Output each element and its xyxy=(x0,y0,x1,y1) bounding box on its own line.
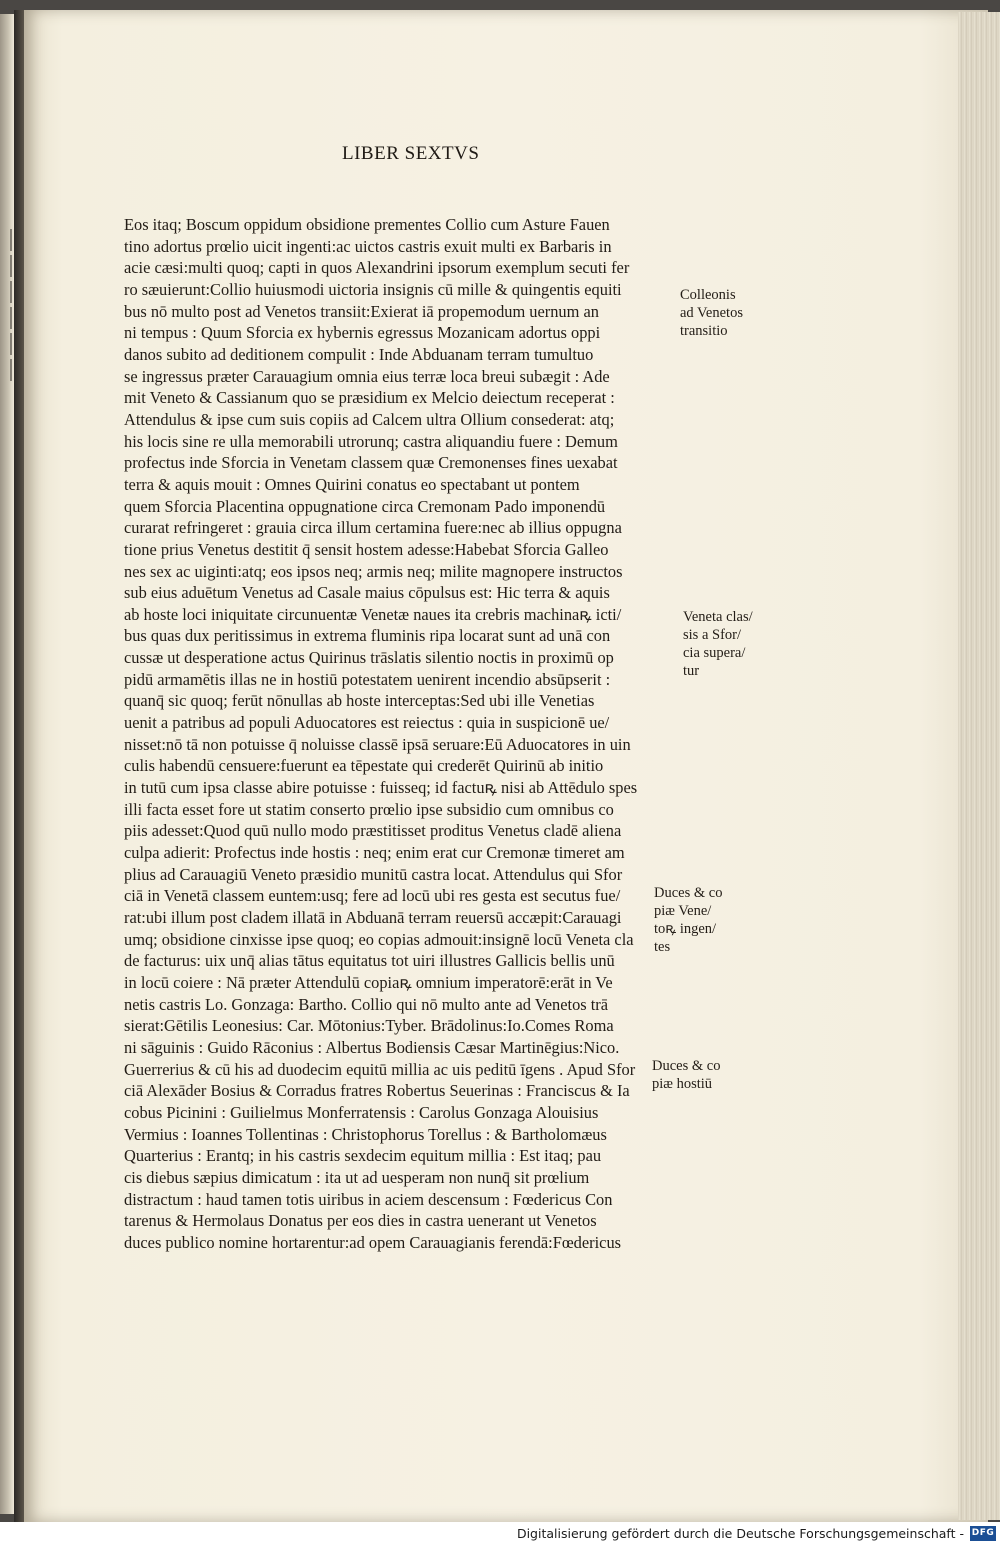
text-line: cobus Picinini : Guilielmus Monferratensis : Carolus Gonzaga Alouisius xyxy=(124,1102,599,1122)
text-line: tione prius Venetus destitit q̄ sensit hostem adesse:Habebat Sforcia Galleo xyxy=(124,539,609,559)
text-line: curarat refringeret : grauia circa illum certamina fuere:nec ab illius oppugna xyxy=(124,518,622,538)
marginal-note-line: piæ hostiū xyxy=(652,1076,713,1092)
text-line: Attendulus & ipse cum suis copiis ad Calcem ultra Ollium consederat: atq; xyxy=(124,409,615,429)
marginal-note-line: Duces & co xyxy=(652,1058,721,1074)
marginal-note-line: toꝶ ingen/ xyxy=(654,921,717,937)
text-line: culpa adierit: Profectus inde hostis : neq; enim erat cur Cremonæ timeret am xyxy=(124,843,625,863)
marginal-note-line: tes xyxy=(654,939,671,955)
text-line: Eos itaq; Boscum oppidum obsidione prementes Collio cum Asture Fauen xyxy=(124,215,610,234)
marginal-note-line: tur xyxy=(683,663,700,679)
text-line: culis habendū censuere:fuerunt ea tēpestate qui crederēt Quirinū ab initio xyxy=(124,756,604,776)
marginal-note-line: ad Venetos xyxy=(680,305,743,321)
text-line: nisset:nō tā non potuisse q̄ noluisse classē ipsā seruare:Eū Aduocatores in uin xyxy=(124,734,631,754)
text-line: umq; obsidione cinxisse ipse quoq; eo copias admouit:insignē locū Veneta cla xyxy=(124,929,634,949)
marginal-note-line: Veneta clas/ xyxy=(683,609,753,625)
text-line: in locū coiere : Nā præter Attendulū copiaꝶ omnium imperatorē:erāt in Ve xyxy=(124,972,613,992)
footer-bar xyxy=(0,1522,1000,1546)
text-line: ni sāguinis : Guido Rāconius : Albertus Bodiensis Cæsar Martinēgius:Nico. xyxy=(124,1037,620,1057)
text-line: rat:ubi illum post cladem illatā in Abduanā terram reuersū accæpit:Carauagi xyxy=(124,908,622,927)
text-line: illi facta esset fore ut statim conserto prœlio ipse subsidio cum omnibus co xyxy=(124,799,614,819)
text-line: terra & aquis mouit : Omnes Quirini conatus eo spectabant ut pontem xyxy=(124,474,580,494)
text-line: bus quas dux peritissimus in extrema fluminis ripa locarat sunt ad unā con xyxy=(124,626,611,646)
marginal-note-line: Duces & co xyxy=(654,885,723,901)
marginal-note-duces-venetorum xyxy=(654,884,722,956)
text-line: ro sæuierunt:Collio huiusmodi uictoria insignis cū mille & quingentis equiti xyxy=(124,279,622,299)
text-line: Guerrerius & cū his ad duodecim equitū millia ac uis peditū īgens . Apud Sfor xyxy=(124,1059,636,1079)
page-edges xyxy=(958,12,1000,1520)
running-head: LIBER SEXTVS xyxy=(342,143,480,164)
text-line: ab hoste loci iniquitate circunuentæ Venetæ naues ita crebris machinaꝶ icti/ xyxy=(124,604,622,624)
text-line: ciā in Venetā classem euntem:usq; fere ad locū ubi res gesta est secutus fue/ xyxy=(124,886,621,906)
text-line: ni tempus : Quum Sforcia ex hybernis egressus Mozanicam adortus oppi xyxy=(124,323,601,343)
text-line: duces publico nomine hortarentur:ad opem Carauagianis ferendā:Fœdericus xyxy=(124,1232,622,1252)
marginal-note-duces-hostium xyxy=(652,1057,720,1093)
text-line: Vermius : Ioannes Tollentinas : Christophorus Torellus : & Bartholomæus xyxy=(124,1124,607,1144)
text-line: sierat:Gētilis Leonesius: Car. Mōtonius:Tyber. Brādolinus:Io.Comes Roma xyxy=(124,1016,614,1036)
funding-credit: Digitalisierung gefördert durch die Deutsche Forschungsgemeinschaft - xyxy=(516,1526,964,1541)
text-line: quanq̄ sic quoq; ferūt nōnullas ab hoste interceptas:Sed ubi ille Venetias xyxy=(124,691,595,711)
marginal-note-colleonis xyxy=(680,286,743,340)
marginal-note-veneta-classis xyxy=(683,608,753,680)
text-line: se ingressus præter Carauagium omnia eius terræ loca breui subægit : Ade xyxy=(124,366,610,386)
text-line: in tutū cum ipsa classe abire potuisse : fuisseq; id factuꝶ nisi ab Attēdulo spes xyxy=(124,778,638,798)
text-line: distractum : haud tamen totis uiribus in aciem descensum : Fœdericus Con xyxy=(124,1189,613,1209)
text-line: cussæ ut desperatione actus Quirinus trāslatis silentio noctis in proximū op xyxy=(124,648,614,668)
marginal-note-line: piæ Vene/ xyxy=(654,903,712,919)
facing-page-marks xyxy=(0,225,14,381)
text-line: his locis sine re ulla memorabili utrorunq; castra aliquandiu fuere : Demum xyxy=(124,431,618,451)
marginal-note-line: transitio xyxy=(680,323,728,339)
text-line: piis adesset:Quod quū nullo modo præstitisset proditus Venetus cladē aliena xyxy=(124,821,622,841)
text-line: sub eius aduētum Venetus ad Casale maius cōpulsus est: Hic terra & aquis xyxy=(124,583,610,603)
marginal-note-line: Colleonis xyxy=(680,287,736,303)
marginal-note-line: sis a Sfor/ xyxy=(683,627,741,643)
text-line: cis diebus sæpius dimicatum : ita ut ad uesperam non nunq̄ sit prœlium xyxy=(124,1167,590,1187)
dfg-logo[interactable]: DFG xyxy=(970,1526,996,1541)
text-line: mit Veneto & Cassianum quo se præsidium ex Melcio deiectum receperat : xyxy=(124,388,615,408)
text-line: de facturus: uix unq̄ alias tātus equitatus tot uiri illustres Gallicis bellis unū xyxy=(124,951,615,971)
text-line: Quarterius : Erantq; in his castris sexdecim equitum millia : Est itaq; pau xyxy=(124,1146,602,1166)
text-line: nes sex ac uiginti:atq; eos ipsos neq; armis neq; milite magnopere instructos xyxy=(124,561,623,581)
marginal-note-line: cia supera/ xyxy=(683,645,746,661)
text-line: acie cæsi:multi quoq; capti in quos Alexandrini ipsorum exemplum secuti fer xyxy=(124,258,630,278)
text-line: bus nō multo post ad Venetos transiit:Exierat iā propemodum uernum an xyxy=(124,301,599,321)
text-line: profectus inde Sforcia in Venetam classem quæ Cremonenses fines uexabat xyxy=(124,453,618,473)
text-line: netis castris Lo. Gonzaga: Bartho. Collio qui nō multo ante ad Venetos trā xyxy=(124,994,609,1014)
text-line: danos subito ad deditionem compulit : Inde Abduanam terram tumultuo xyxy=(124,344,594,364)
text-line: pidū armamētis illas ne in hostiū potestatem uenirent incendio absūpserit : xyxy=(124,669,611,689)
main-text-block xyxy=(124,214,638,1254)
text-line: plius ad Carauagiū Veneto præsidio munitū castra locat. Attendulus qui Sfor xyxy=(124,864,623,884)
text-line: uenit a patribus ad populi Aduocatores est reiectus : quia in suspicionē ue/ xyxy=(124,713,610,733)
text-line: quem Sforcia Placentina oppugnatione circa Cremonam Pado imponendū xyxy=(124,496,606,516)
text-line: tino adortus prœlio uicit ingenti:ac uictos castris exuit multi ex Barbaris in xyxy=(124,236,612,256)
text-line: ciā Alexāder Bosius & Corradus fratres Robertus Seuerinas : Franciscus & Ia xyxy=(124,1081,630,1101)
text-line: tarenus & Hermolaus Donatus per eos dies in castra uenerant ut Venetos xyxy=(124,1211,597,1231)
